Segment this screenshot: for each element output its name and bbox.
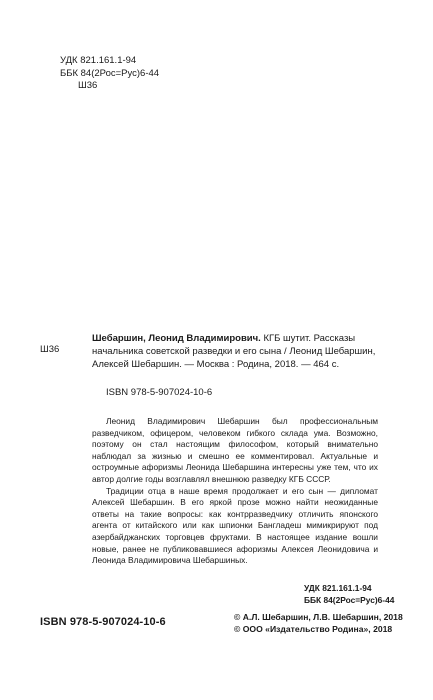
isbn-record: ISBN 978-5-907024-10-6 (106, 387, 213, 398)
bbk-code: ББК 84(2Рос=Рус)6-44 (60, 68, 160, 79)
copyright-block (234, 612, 403, 635)
author-code-side: Ш36 (40, 344, 60, 355)
record-author: Шебаршин, Леонид Владимирович. (92, 333, 261, 344)
annotation-paragraph-2: Традиции отца в наше время продолжает и его сын — дипломат Алексей Шебаршин. В его яркой прозе можно найти неожиданные ответы на такие вопросы: как контрразведчику отличить японского агента от китайского или как шпионки Бангладеш мимикрируют под азербайджанских торговцев фруктами. В настоящее издание вошли новые, ранее не публиковавшиеся афоризмы Алексея Леонидовича и Леонида Владимировича Шебаршиных. (92, 485, 378, 566)
annotation-paragraph-1: Леонид Владимирович Шебаршин был профессиональным разведчиком, офицером, человеком гибкого склада ума. Возможно, поэтому он стал настоящим философом, который внимательно наблюдал за жизнью и смешно ее комментировал. Актуальные и остроумные афоризмы Леонида Шебаршина интересны уже тем, что их автор долгие годы возглавлял внешнюю разведку КГБ СССР. (92, 416, 378, 484)
udk-code: УДК 821.161.1-94 (60, 55, 137, 66)
author-code: Ш36 (78, 80, 98, 91)
annotation-block (92, 416, 378, 567)
bottom-classification-block (304, 582, 394, 606)
copyright-publisher: © ООО «Издательство Родина», 2018 (234, 623, 393, 634)
bbk-code-bottom: ББК 84(2Рос=Рус)6-44 (304, 595, 395, 605)
top-classification-block (60, 54, 159, 80)
isbn-bottom: ISBN 978-5-907024-10-6 (40, 616, 166, 628)
udk-code-bottom: УДК 821.161.1-94 (304, 583, 372, 593)
copyright-authors: © А.Л. Шебаршин, Л.В. Шебаршин, 2018 (234, 612, 403, 622)
bibliographic-record (92, 332, 392, 371)
record-description: КГБ шутит. Рассказы начальника советской разведки и его сына / Леонид Шебаршин, Алексей Шебаршин. — Москва : Родина, 2018. — 464 с. (92, 333, 376, 370)
